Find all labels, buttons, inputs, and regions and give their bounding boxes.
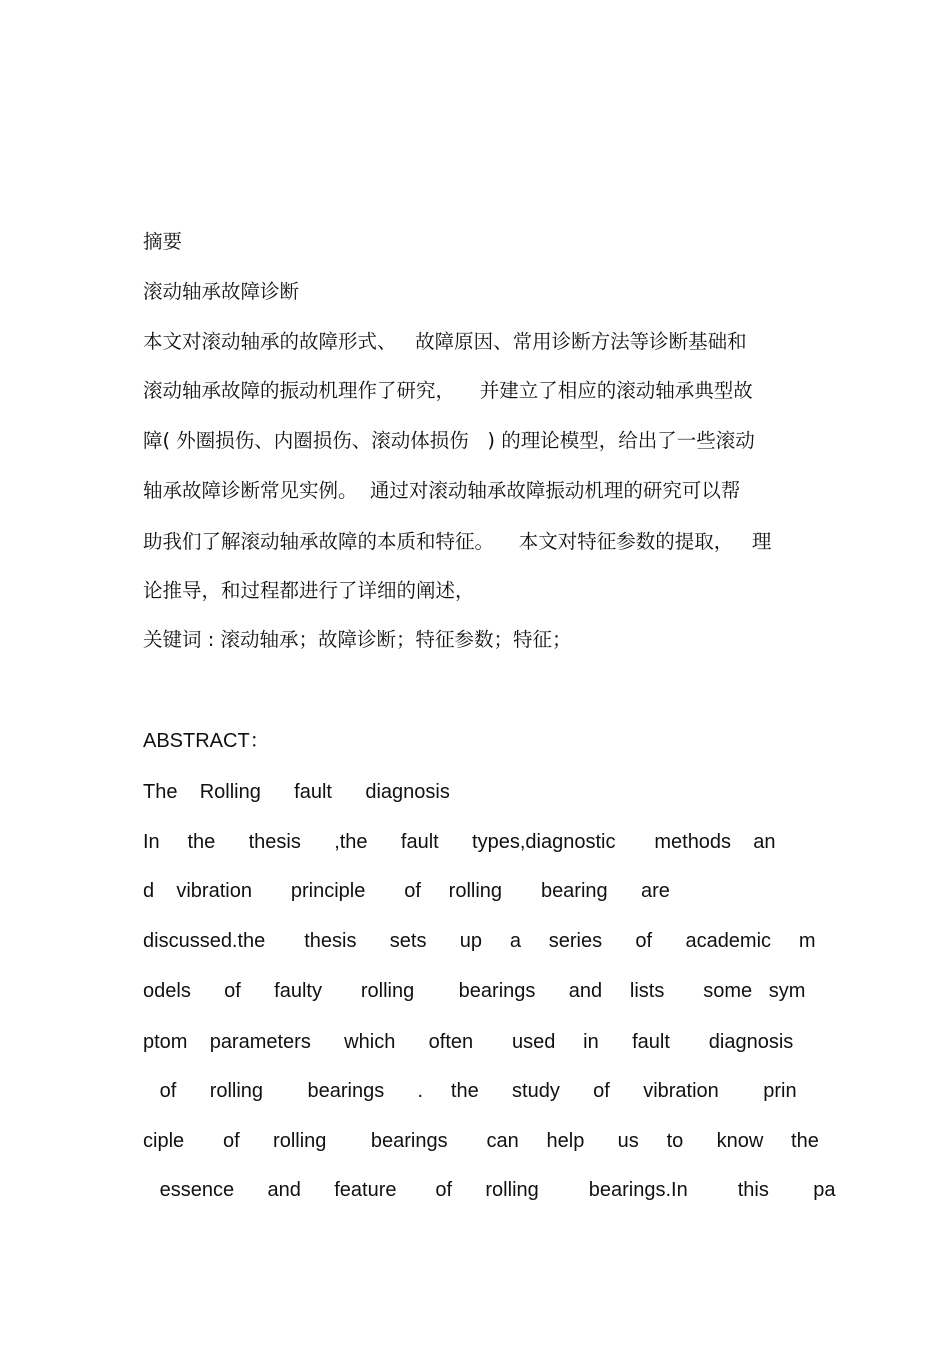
english-title: The Rolling fault diagnosis	[143, 781, 450, 803]
chinese-abstract-heading: 摘要	[143, 230, 183, 253]
english-body-line: of rolling bearings . the study of vibration prin	[143, 1080, 797, 1102]
english-body-line: odels of faulty rolling bearings and lists some sym	[143, 980, 806, 1002]
english-body-line: In the thesis ,the fault types,diagnostic methods an	[143, 831, 776, 853]
chinese-body-line: 障( 外圈损伤、内圈损伤、滚动体损伤 ) 的理论模型，给出了一些滚动	[143, 429, 755, 452]
english-body-line: essence and feature of rolling bearings.In this pa	[143, 1179, 836, 1201]
chinese-keywords: 关键词 : 滚动轴承；故障诊断；特征参数；特征；	[143, 628, 572, 651]
chinese-body-line: 论推导，和过程都进行了详细的阐述，	[143, 579, 475, 602]
english-body-line: discussed.the thesis sets up a series of academic m	[143, 930, 816, 952]
english-body-line: ciple of rolling bearings can help us to know the	[143, 1130, 819, 1152]
english-body-line: d vibration principle of rolling bearing are	[143, 880, 670, 902]
chinese-body-line: 轴承故障诊断常见实例。 通过对滚动轴承故障振动机理的研究可以帮	[143, 479, 741, 502]
english-body-line: ptom parameters which often used in fault diagnosis	[143, 1031, 794, 1053]
chinese-body-line: 滚动轴承故障的振动机理作了研究， 并建立了相应的滚动轴承典型故	[143, 379, 753, 402]
chinese-body-line: 助我们了解滚动轴承故障的本质和特征。 本文对特征参数的提取， 理	[143, 530, 772, 553]
chinese-title: 滚动轴承故障诊断	[143, 280, 300, 303]
chinese-body-line: 本文对滚动轴承的故障形式、 故障原因、常用诊断方法等诊断基础和	[143, 330, 747, 353]
english-abstract-heading: ABSTRACT：	[143, 730, 270, 752]
